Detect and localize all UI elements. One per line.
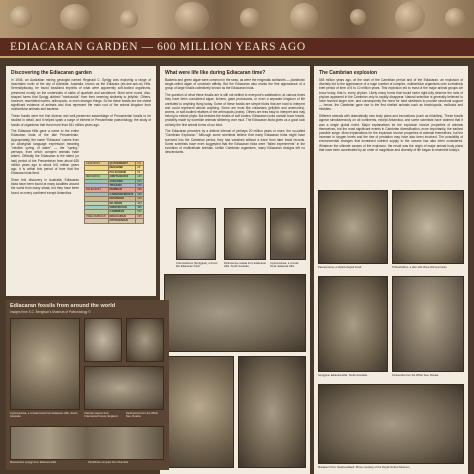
caption: Pteridinium simplex from Namibia. bbox=[88, 461, 129, 464]
paragraph: 545 million years ago, at the start of the Cambrian period and of the Ediacaran, an explosion of diversity led to the appearance of a huge number of complex, multicellular organisms over a relatively brief period of time of 5 to 10 million years. This explosion led to most of the major animal groups we know today, that is, every phylum. Likely many forms that would seem right-fully deserve the rank of phylum appeared in the Cambrian only to rapidly disappear. Natural selection is generally believed to have favored larger size, and consequently the need for hard skeletons to provide structural support — hence, the Cambrian gave rise to the first shelled animals such as brachiopods, mollusks and trilobites. bbox=[319, 78, 463, 112]
age-cell: 299 bbox=[137, 188, 142, 192]
age-cell: 541 bbox=[137, 210, 142, 214]
period-cell: TRIASSIC bbox=[108, 184, 136, 188]
age-cell: 252 bbox=[137, 184, 142, 188]
fossil-decoration bbox=[60, 4, 90, 30]
image-credit: Images from S.C. Bengtson's Museum of Paleontology © bbox=[10, 310, 91, 314]
section-heading: The Cambrian explosion bbox=[319, 70, 378, 76]
caption: Charniodiscus (Spriggina), a frond-like Ediacaran fossil. bbox=[176, 262, 218, 269]
section-heading: Discovering the Ediacaran garden bbox=[11, 70, 92, 76]
caption: Cyclomedusa, a circular fossil from Ediacara Hills, South Australia. bbox=[10, 412, 78, 419]
period-cell: JURASSIC bbox=[108, 179, 136, 183]
photo-credit: Mistaken Point, Newfoundland. Photo courtesy of the Royal Ontario Museum. bbox=[318, 466, 411, 469]
age-cell: 359 bbox=[137, 192, 142, 196]
period-cell: ORDOVICIAN bbox=[108, 206, 136, 210]
fossil-photo-large bbox=[164, 274, 306, 352]
fossil-decoration bbox=[10, 6, 32, 28]
section-heading: What were life like during Ediacaran time? bbox=[165, 70, 266, 76]
paragraph: Bacteria and green algae were common in the seas, as were the enigmatic acritarchs — planktonic single-celled algae of uncertain affinity. But the Ediacaran also marks the first appearance of a group of large fossils collectively known as the Ediacaran biota. bbox=[165, 78, 305, 91]
caption: Kimberella from the White Sea, Russia. bbox=[392, 374, 439, 377]
fossil-photo-charnia bbox=[84, 318, 122, 362]
caption: Spriggina, Ediacara Hills, South Australia. bbox=[318, 374, 368, 377]
age-cell: 201 bbox=[137, 179, 142, 183]
age-cell: 635 bbox=[137, 214, 142, 218]
era-cell: PRECAMBRIAN bbox=[85, 214, 109, 218]
fossil-decoration bbox=[175, 2, 209, 32]
age-cell: 443 bbox=[137, 201, 142, 205]
geologic-time-table bbox=[84, 161, 144, 224]
fossil-photo-dickinsonia bbox=[224, 208, 266, 260]
period-cell: PERMIAN bbox=[108, 188, 136, 192]
caption: Cyclomedusa, a circular fossil, Ediacara Hills. bbox=[270, 262, 299, 269]
fossil-photo-cyclomedusa bbox=[164, 356, 234, 468]
fossil-decoration bbox=[120, 10, 138, 28]
fossil-decoration bbox=[445, 8, 465, 28]
age-cell: 23 bbox=[136, 166, 144, 170]
main-area bbox=[0, 60, 474, 474]
fossil-decoration bbox=[240, 8, 260, 28]
age-cell: 485 bbox=[137, 206, 142, 210]
period-cell: CRETACEOUS bbox=[108, 175, 136, 179]
paragraph: The Ediacara Hills gave a name to the entire Ediacaran biota of the late Precambrian. Appropriately, the name "Ediacara" comes from an Aboriginal language expression meaning "veinlike spring of water" — the "spring," perhaps, from which complex animals have arisen. Officially the Ediacaran is the latest (or last) period of the Precambrian from about 635 million years ago to about 541 million years ago. It is within this period of time that the Ediacara biota lived. bbox=[11, 129, 79, 176]
discovering-panel bbox=[6, 66, 156, 296]
age-cell: 419 bbox=[137, 197, 142, 201]
era-cell: MESOZOIC bbox=[85, 175, 109, 179]
age-cell bbox=[136, 219, 144, 223]
fossil-photo-tribrachidium bbox=[392, 190, 464, 264]
caption: Dickinsonia costata from Ediacaran Hills, South Australia. bbox=[224, 262, 267, 269]
fossil-photo-mistaken-point bbox=[318, 384, 464, 464]
paragraph: Since this discovery in Australia, Ediacaran biota have been found at many localities around the world from many strata, but they have been found on every continent except Antarctica. bbox=[11, 177, 79, 195]
page-title: EDIACARAN GARDEN — 600 MILLION YEARS AGO bbox=[10, 41, 306, 53]
banner-photo bbox=[0, 0, 474, 38]
period-cell: CAMBRIAN bbox=[108, 210, 136, 214]
title-bar bbox=[0, 38, 474, 58]
fossil-photo-parvancorina bbox=[318, 190, 388, 264]
period-cell: CARBONIFEROUS bbox=[108, 192, 136, 196]
caption: Charnia masoni from Charnwood Forest, England. bbox=[84, 412, 119, 419]
period-cell: SILURIAN bbox=[108, 201, 136, 205]
period-cell: CRYOGENIAN bbox=[108, 219, 136, 223]
fossil-photo-cyclomedusa-world bbox=[10, 318, 80, 410]
fossil-photo-mawsonites bbox=[84, 366, 164, 410]
era-cell bbox=[85, 219, 109, 223]
era-cell: CENOZOIC bbox=[85, 162, 109, 166]
era-cell: PALEOZOIC bbox=[85, 188, 109, 192]
fossil-photo-dickinsonia-world bbox=[126, 318, 164, 362]
caption: Tribrachidium, a disc with three-fold symmetry. bbox=[392, 266, 448, 269]
period-cell: DEVONIAN bbox=[108, 197, 136, 201]
age-cell: 145 bbox=[137, 175, 142, 179]
fossil-decoration bbox=[350, 9, 366, 25]
caption: Mawsonites spriggi from Ediacara Hills. bbox=[10, 461, 57, 464]
fossil-decoration bbox=[290, 3, 318, 31]
period-cell: QUATERNARY bbox=[108, 162, 136, 166]
fossil-photo-slab bbox=[238, 356, 306, 468]
paragraph: In 1946, an Australian mining geologist named Reginald C. Sprigg was exploring a range of mountains north of the city of Adelaide, Australia, known as the Ediacara (ee-dee-ack-ra) Hills. Serendipitously, he found fossilized imprints of what were apparently soft-bodied organisms, preserved mostly on the undersides of slabs of quartzite and sandstone. Most were round, disc-shaped forms that Sprigg dubbed "medusoids" from their seeming similarity to jellyfish. Others, however, resembled worms, arthropods, or even stranger things. So far these fossils are the oldest significant evidence of animals and thus represent the main root of the animal kingdom from multicellular animals and bacteria. bbox=[11, 78, 151, 112]
cambrian-panel bbox=[314, 66, 468, 474]
fossil-photo-spriggina bbox=[318, 276, 388, 372]
fossil-photo-kimberella bbox=[392, 276, 464, 372]
paragraph: The question of what these fossils are is still not settled to everyone's satisfaction; at various times they have been considered algae, lichens, giant protozoans, or even a separate kingdom of life unrelated to anything living today. Some of these fossils are simple blobs that are hard to interpret and could represent almost anything. Some are most like cnidarians (jellyfish and anemones), worms, or soft-bodied relatives of the arthropods (crabs). Others are less easy to interpret and may belong to extinct phyla. But besides the fossils of soft bodies, Ediacaran rocks contain trace fossils, probably made by wormlike animals slithering over mud. The Ediacaran biota gives us a good look at likely the first animal forms of our kind. bbox=[165, 93, 305, 127]
fossil-photo-frond bbox=[176, 208, 216, 260]
period-cell: NEOGENE bbox=[108, 166, 136, 170]
caption: Parvancorina, a shield-shaped fossil. bbox=[318, 266, 362, 269]
paragraph: These fossils were the first diverse and well-preserved assemblage of Precambrian fossils to be studied in detail, and it helped spark a surge of interest in Precambrian paleontology, the study of fossils of organisms that lived more than 541 million years ago. bbox=[11, 114, 151, 127]
ediacaran-life-panel bbox=[160, 66, 310, 474]
age-cell: 2.6 bbox=[136, 162, 144, 166]
caption: Dickinsonia from the White Sea, Russia. bbox=[126, 412, 158, 419]
period-cell: EDIACARAN bbox=[108, 214, 136, 218]
fossil-photo-disc bbox=[270, 208, 306, 260]
age-cell: 66 bbox=[136, 170, 144, 174]
world-fossils-panel bbox=[6, 300, 169, 470]
fossil-decoration bbox=[395, 2, 425, 32]
period-cell: PALEOGENE bbox=[108, 170, 136, 174]
geo-table-row bbox=[85, 219, 144, 223]
fossil-photo-pteridinium bbox=[10, 426, 164, 460]
paragraph: The Ediacaran precedes by a distinct interval of perhaps 20 million years or more, the so-called "Cambrian Explosion." Although some scientists believe that many Ediacaran biota might have survived into the Cambrian period, they had vanished without a trace from later fossil records. Some scientists have even suggested that the Ediacaran biota were "failed experiments" in the evolution of multicellular animals. Unlike Cambrian organisms, many Ediacaran designs left no descendants. bbox=[165, 129, 305, 155]
paragraph: Different animals with dramatically new body plans and innovations (such as trilobites). These fossils appear simultaneously on all continents, except Antarctica, and some scientists have claimed that it was a single global event. Major explanations for the explosion involve properties of animals themselves, but the most significant events in Cambrian diversification, more importantly, the earliest possible surge. Most explanations for the explosion involve properties of animals themselves, but the increase in oxygen levels and the rise of predation may have also been involved. The possibility of environmental changes that increased nutrient supply to the oceans has also been considered. Whatever the ultimate causes of the explosion, the result was the origin of major animal body plans that have been accelerated by an order of magnitude and diversity of life began to resemble today's. bbox=[319, 114, 463, 152]
section-heading: Ediacaran fossils from around the world bbox=[10, 303, 116, 309]
